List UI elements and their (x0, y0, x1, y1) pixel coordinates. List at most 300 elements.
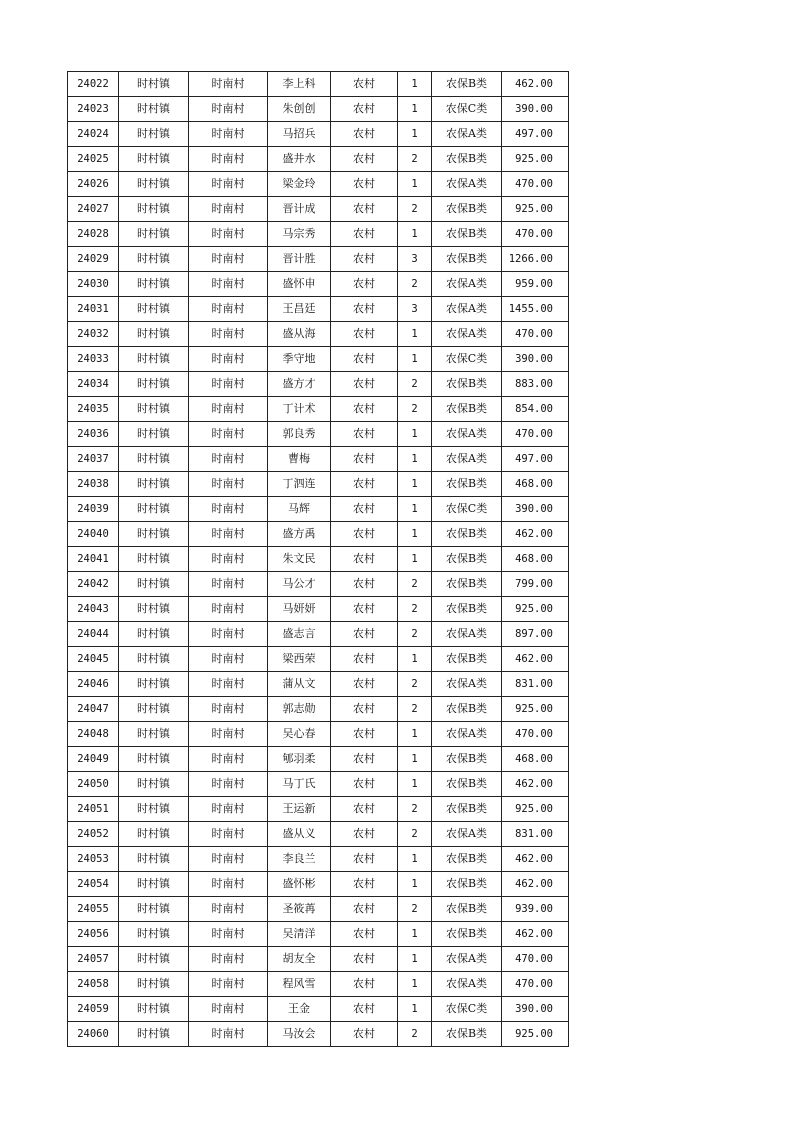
person-name-cell: 王金 (268, 997, 331, 1022)
town-cell: 时村镇 (119, 472, 189, 497)
member-count-cell: 2 (398, 597, 432, 622)
record-id-cell: 24041 (68, 547, 119, 572)
town-cell: 时村镇 (119, 647, 189, 672)
village-cell: 时南村 (189, 772, 268, 797)
insurance-category-cell: 农保B类 (432, 222, 502, 247)
insurance-category-cell: 农保B类 (432, 897, 502, 922)
member-count-cell: 3 (398, 297, 432, 322)
person-name-cell: 郭良秀 (268, 422, 331, 447)
insurance-category-cell: 农保B类 (432, 397, 502, 422)
person-name-cell: 丁泗连 (268, 472, 331, 497)
amount-cell: 1455.00 (502, 297, 569, 322)
town-cell: 时村镇 (119, 497, 189, 522)
amount-cell: 468.00 (502, 747, 569, 772)
amount-cell: 799.00 (502, 572, 569, 597)
village-cell: 时南村 (189, 422, 268, 447)
amount-cell: 939.00 (502, 897, 569, 922)
town-cell: 时村镇 (119, 122, 189, 147)
member-count-cell: 1 (398, 422, 432, 447)
town-cell: 时村镇 (119, 697, 189, 722)
town-cell: 时村镇 (119, 897, 189, 922)
member-count-cell: 1 (398, 547, 432, 572)
insurance-category-cell: 农保B类 (432, 197, 502, 222)
table-row (68, 247, 569, 272)
village-cell: 时南村 (189, 1022, 268, 1047)
record-id-cell: 24031 (68, 297, 119, 322)
town-cell: 时村镇 (119, 372, 189, 397)
amount-cell: 470.00 (502, 972, 569, 997)
member-count-cell: 1 (398, 972, 432, 997)
town-cell: 时村镇 (119, 922, 189, 947)
table-row (68, 172, 569, 197)
village-cell: 时南村 (189, 197, 268, 222)
insurance-category-cell: 农保B类 (432, 547, 502, 572)
member-count-cell: 2 (398, 272, 432, 297)
town-cell: 时村镇 (119, 997, 189, 1022)
table-row (68, 522, 569, 547)
person-name-cell: 李上科 (268, 72, 331, 97)
table-row (68, 697, 569, 722)
insurance-category-cell: 农保C类 (432, 97, 502, 122)
person-name-cell: 盛方才 (268, 372, 331, 397)
person-name-cell: 盛方禹 (268, 522, 331, 547)
record-id-cell: 24046 (68, 672, 119, 697)
town-cell: 时村镇 (119, 572, 189, 597)
table-row (68, 122, 569, 147)
person-name-cell: 圣筱苒 (268, 897, 331, 922)
member-count-cell: 1 (398, 172, 432, 197)
person-name-cell: 马妍妍 (268, 597, 331, 622)
village-cell: 时南村 (189, 297, 268, 322)
table-row (68, 572, 569, 597)
table-row (68, 222, 569, 247)
member-count-cell: 2 (398, 697, 432, 722)
town-cell: 时村镇 (119, 672, 189, 697)
record-id-cell: 24054 (68, 872, 119, 897)
member-count-cell: 1 (398, 722, 432, 747)
town-cell: 时村镇 (119, 197, 189, 222)
record-id-cell: 24039 (68, 497, 119, 522)
household-type-cell: 农村 (331, 397, 398, 422)
amount-cell: 462.00 (502, 922, 569, 947)
table-row (68, 622, 569, 647)
record-id-cell: 24023 (68, 97, 119, 122)
amount-cell: 390.00 (502, 347, 569, 372)
town-cell: 时村镇 (119, 847, 189, 872)
record-id-cell: 24044 (68, 622, 119, 647)
record-id-cell: 24028 (68, 222, 119, 247)
table-row (68, 97, 569, 122)
insurance-category-cell: 农保C类 (432, 997, 502, 1022)
person-name-cell: 马汝会 (268, 1022, 331, 1047)
person-name-cell: 李良兰 (268, 847, 331, 872)
town-cell: 时村镇 (119, 872, 189, 897)
record-id-cell: 24053 (68, 847, 119, 872)
insurance-category-cell: 农保A类 (432, 172, 502, 197)
village-cell: 时南村 (189, 622, 268, 647)
person-name-cell: 吴清洋 (268, 922, 331, 947)
village-cell: 时南村 (189, 497, 268, 522)
town-cell: 时村镇 (119, 772, 189, 797)
amount-cell: 470.00 (502, 722, 569, 747)
household-type-cell: 农村 (331, 72, 398, 97)
person-name-cell: 盛从义 (268, 822, 331, 847)
person-name-cell: 马辉 (268, 497, 331, 522)
amount-cell: 462.00 (502, 872, 569, 897)
member-count-cell: 1 (398, 922, 432, 947)
record-id-cell: 24050 (68, 772, 119, 797)
amount-cell: 959.00 (502, 272, 569, 297)
record-id-cell: 24042 (68, 572, 119, 597)
insurance-category-cell: 农保B类 (432, 772, 502, 797)
amount-cell: 468.00 (502, 547, 569, 572)
household-type-cell: 农村 (331, 172, 398, 197)
member-count-cell: 1 (398, 997, 432, 1022)
insurance-category-cell: 农保B类 (432, 147, 502, 172)
record-id-cell: 24059 (68, 997, 119, 1022)
amount-cell: 390.00 (502, 997, 569, 1022)
record-id-cell: 24037 (68, 447, 119, 472)
town-cell: 时村镇 (119, 822, 189, 847)
table-row (68, 147, 569, 172)
person-name-cell: 王运新 (268, 797, 331, 822)
village-cell: 时南村 (189, 872, 268, 897)
town-cell: 时村镇 (119, 447, 189, 472)
table-row (68, 547, 569, 572)
amount-cell: 925.00 (502, 597, 569, 622)
table-row (68, 197, 569, 222)
member-count-cell: 1 (398, 347, 432, 372)
person-name-cell: 王昌廷 (268, 297, 331, 322)
record-id-cell: 24043 (68, 597, 119, 622)
town-cell: 时村镇 (119, 297, 189, 322)
record-id-cell: 24032 (68, 322, 119, 347)
record-id-cell: 24056 (68, 922, 119, 947)
record-id-cell: 24052 (68, 822, 119, 847)
village-cell: 时南村 (189, 472, 268, 497)
member-count-cell: 2 (398, 897, 432, 922)
person-name-cell: 盛井水 (268, 147, 331, 172)
town-cell: 时村镇 (119, 147, 189, 172)
village-cell: 时南村 (189, 747, 268, 772)
household-type-cell: 农村 (331, 547, 398, 572)
member-count-cell: 1 (398, 497, 432, 522)
member-count-cell: 1 (398, 72, 432, 97)
town-cell: 时村镇 (119, 72, 189, 97)
record-id-cell: 24033 (68, 347, 119, 372)
household-type-cell: 农村 (331, 947, 398, 972)
village-cell: 时南村 (189, 897, 268, 922)
member-count-cell: 1 (398, 447, 432, 472)
insurance-category-cell: 农保A类 (432, 972, 502, 997)
household-type-cell: 农村 (331, 647, 398, 672)
table-row (68, 422, 569, 447)
town-cell: 时村镇 (119, 422, 189, 447)
town-cell: 时村镇 (119, 97, 189, 122)
village-cell: 时南村 (189, 322, 268, 347)
table-row (68, 747, 569, 772)
town-cell: 时村镇 (119, 172, 189, 197)
insurance-category-cell: 农保A类 (432, 447, 502, 472)
town-cell: 时村镇 (119, 272, 189, 297)
member-count-cell: 3 (398, 247, 432, 272)
member-count-cell: 1 (398, 122, 432, 147)
record-id-cell: 24038 (68, 472, 119, 497)
member-count-cell: 1 (398, 322, 432, 347)
village-cell: 时南村 (189, 247, 268, 272)
member-count-cell: 1 (398, 97, 432, 122)
insurance-category-cell: 农保B类 (432, 872, 502, 897)
record-id-cell: 24025 (68, 147, 119, 172)
village-cell: 时南村 (189, 147, 268, 172)
village-cell: 时南村 (189, 347, 268, 372)
village-cell: 时南村 (189, 272, 268, 297)
member-count-cell: 1 (398, 522, 432, 547)
household-type-cell: 农村 (331, 97, 398, 122)
household-type-cell: 农村 (331, 147, 398, 172)
record-id-cell: 24047 (68, 697, 119, 722)
village-cell: 时南村 (189, 647, 268, 672)
table-row (68, 397, 569, 422)
village-cell: 时南村 (189, 572, 268, 597)
member-count-cell: 2 (398, 1022, 432, 1047)
table-row (68, 497, 569, 522)
amount-cell: 390.00 (502, 497, 569, 522)
record-id-cell: 24058 (68, 972, 119, 997)
insurance-category-cell: 农保A类 (432, 822, 502, 847)
amount-cell: 831.00 (502, 822, 569, 847)
household-type-cell: 农村 (331, 322, 398, 347)
village-cell: 时南村 (189, 222, 268, 247)
household-type-cell: 农村 (331, 772, 398, 797)
table-row (68, 72, 569, 97)
household-type-cell: 农村 (331, 297, 398, 322)
table-row (68, 972, 569, 997)
household-type-cell: 农村 (331, 497, 398, 522)
town-cell: 时村镇 (119, 622, 189, 647)
insurance-category-cell: 农保A类 (432, 122, 502, 147)
insurance-category-cell: 农保B类 (432, 747, 502, 772)
village-cell: 时南村 (189, 97, 268, 122)
household-type-cell: 农村 (331, 522, 398, 547)
insurance-category-cell: 农保A类 (432, 322, 502, 347)
person-name-cell: 程风雪 (268, 972, 331, 997)
amount-cell: 497.00 (502, 447, 569, 472)
member-count-cell: 2 (398, 672, 432, 697)
household-type-cell: 农村 (331, 372, 398, 397)
person-name-cell: 朱文民 (268, 547, 331, 572)
record-id-cell: 24034 (68, 372, 119, 397)
person-name-cell: 盛怀彬 (268, 872, 331, 897)
insurance-category-cell: 农保A类 (432, 722, 502, 747)
table-row (68, 947, 569, 972)
person-name-cell: 晋计胜 (268, 247, 331, 272)
record-id-cell: 24057 (68, 947, 119, 972)
member-count-cell: 2 (398, 797, 432, 822)
person-name-cell: 郇羽柔 (268, 747, 331, 772)
village-cell: 时南村 (189, 597, 268, 622)
household-type-cell: 农村 (331, 697, 398, 722)
village-cell: 时南村 (189, 122, 268, 147)
person-name-cell: 梁金玲 (268, 172, 331, 197)
person-name-cell: 丁计术 (268, 397, 331, 422)
member-count-cell: 1 (398, 647, 432, 672)
person-name-cell: 盛从海 (268, 322, 331, 347)
person-name-cell: 马招兵 (268, 122, 331, 147)
insurance-category-cell: 农保B类 (432, 372, 502, 397)
insurance-category-cell: 农保A类 (432, 422, 502, 447)
insurance-category-cell: 农保B类 (432, 572, 502, 597)
town-cell: 时村镇 (119, 947, 189, 972)
record-id-cell: 24035 (68, 397, 119, 422)
amount-cell: 462.00 (502, 772, 569, 797)
amount-cell: 462.00 (502, 847, 569, 872)
household-type-cell: 农村 (331, 272, 398, 297)
record-id-cell: 24051 (68, 797, 119, 822)
household-type-cell: 农村 (331, 847, 398, 872)
insurance-category-cell: 农保A类 (432, 672, 502, 697)
record-id-cell: 24022 (68, 72, 119, 97)
amount-cell: 470.00 (502, 322, 569, 347)
village-cell: 时南村 (189, 172, 268, 197)
amount-cell: 925.00 (502, 197, 569, 222)
record-id-cell: 24030 (68, 272, 119, 297)
table-row (68, 847, 569, 872)
record-id-cell: 24045 (68, 647, 119, 672)
town-cell: 时村镇 (119, 1022, 189, 1047)
village-cell: 时南村 (189, 522, 268, 547)
record-id-cell: 24029 (68, 247, 119, 272)
table-row (68, 722, 569, 747)
village-cell: 时南村 (189, 397, 268, 422)
amount-cell: 470.00 (502, 422, 569, 447)
record-id-cell: 24048 (68, 722, 119, 747)
household-type-cell: 农村 (331, 197, 398, 222)
person-name-cell: 郭志勋 (268, 697, 331, 722)
insurance-category-cell: 农保A类 (432, 272, 502, 297)
amount-cell: 854.00 (502, 397, 569, 422)
insurance-category-cell: 农保A类 (432, 297, 502, 322)
town-cell: 时村镇 (119, 597, 189, 622)
household-type-cell: 农村 (331, 447, 398, 472)
household-type-cell: 农村 (331, 922, 398, 947)
table-row (68, 372, 569, 397)
record-id-cell: 24055 (68, 897, 119, 922)
person-name-cell: 马宗秀 (268, 222, 331, 247)
insurance-category-cell: 农保B类 (432, 72, 502, 97)
table-row (68, 772, 569, 797)
table-row (68, 897, 569, 922)
village-cell: 时南村 (189, 797, 268, 822)
household-type-cell: 农村 (331, 122, 398, 147)
amount-cell: 470.00 (502, 947, 569, 972)
village-cell: 时南村 (189, 72, 268, 97)
household-type-cell: 农村 (331, 872, 398, 897)
table-row (68, 597, 569, 622)
household-type-cell: 农村 (331, 722, 398, 747)
table-row (68, 872, 569, 897)
member-count-cell: 1 (398, 947, 432, 972)
household-type-cell: 农村 (331, 347, 398, 372)
household-type-cell: 农村 (331, 997, 398, 1022)
member-count-cell: 2 (398, 572, 432, 597)
household-type-cell: 农村 (331, 822, 398, 847)
member-count-cell: 2 (398, 622, 432, 647)
town-cell: 时村镇 (119, 222, 189, 247)
town-cell: 时村镇 (119, 797, 189, 822)
village-cell: 时南村 (189, 997, 268, 1022)
insurance-category-cell: 农保B类 (432, 847, 502, 872)
amount-cell: 925.00 (502, 697, 569, 722)
table-row (68, 822, 569, 847)
table-row (68, 797, 569, 822)
table-row (68, 272, 569, 297)
table-row (68, 997, 569, 1022)
household-type-cell: 农村 (331, 247, 398, 272)
village-cell: 时南村 (189, 447, 268, 472)
record-id-cell: 24040 (68, 522, 119, 547)
household-type-cell: 农村 (331, 472, 398, 497)
record-id-cell: 24026 (68, 172, 119, 197)
insurance-category-cell: 农保B类 (432, 522, 502, 547)
record-id-cell: 24024 (68, 122, 119, 147)
village-cell: 时南村 (189, 372, 268, 397)
person-name-cell: 晋计成 (268, 197, 331, 222)
insurance-category-cell: 农保B类 (432, 597, 502, 622)
town-cell: 时村镇 (119, 547, 189, 572)
household-type-cell: 农村 (331, 897, 398, 922)
village-cell: 时南村 (189, 672, 268, 697)
insurance-category-cell: 农保B类 (432, 797, 502, 822)
amount-cell: 462.00 (502, 522, 569, 547)
household-type-cell: 农村 (331, 622, 398, 647)
town-cell: 时村镇 (119, 322, 189, 347)
person-name-cell: 蒲从文 (268, 672, 331, 697)
village-cell: 时南村 (189, 722, 268, 747)
table-row (68, 347, 569, 372)
household-type-cell: 农村 (331, 797, 398, 822)
town-cell: 时村镇 (119, 347, 189, 372)
amount-cell: 925.00 (502, 1022, 569, 1047)
person-name-cell: 曹梅 (268, 447, 331, 472)
person-name-cell: 胡友全 (268, 947, 331, 972)
household-type-cell: 农村 (331, 597, 398, 622)
record-id-cell: 24036 (68, 422, 119, 447)
town-cell: 时村镇 (119, 397, 189, 422)
person-name-cell: 盛怀申 (268, 272, 331, 297)
table-row (68, 672, 569, 697)
amount-cell: 883.00 (502, 372, 569, 397)
town-cell: 时村镇 (119, 247, 189, 272)
household-type-cell: 农村 (331, 422, 398, 447)
amount-cell: 897.00 (502, 622, 569, 647)
record-id-cell: 24060 (68, 1022, 119, 1047)
member-count-cell: 2 (398, 822, 432, 847)
table-body (68, 72, 569, 1047)
table-row (68, 447, 569, 472)
household-type-cell: 农村 (331, 672, 398, 697)
insurance-category-cell: 农保B类 (432, 1022, 502, 1047)
amount-cell: 462.00 (502, 647, 569, 672)
insurance-category-cell: 农保C类 (432, 347, 502, 372)
person-name-cell: 马公才 (268, 572, 331, 597)
person-name-cell: 马丁氏 (268, 772, 331, 797)
record-id-cell: 24027 (68, 197, 119, 222)
amount-cell: 497.00 (502, 122, 569, 147)
member-count-cell: 1 (398, 747, 432, 772)
amount-cell: 925.00 (502, 147, 569, 172)
person-name-cell: 梁西荣 (268, 647, 331, 672)
